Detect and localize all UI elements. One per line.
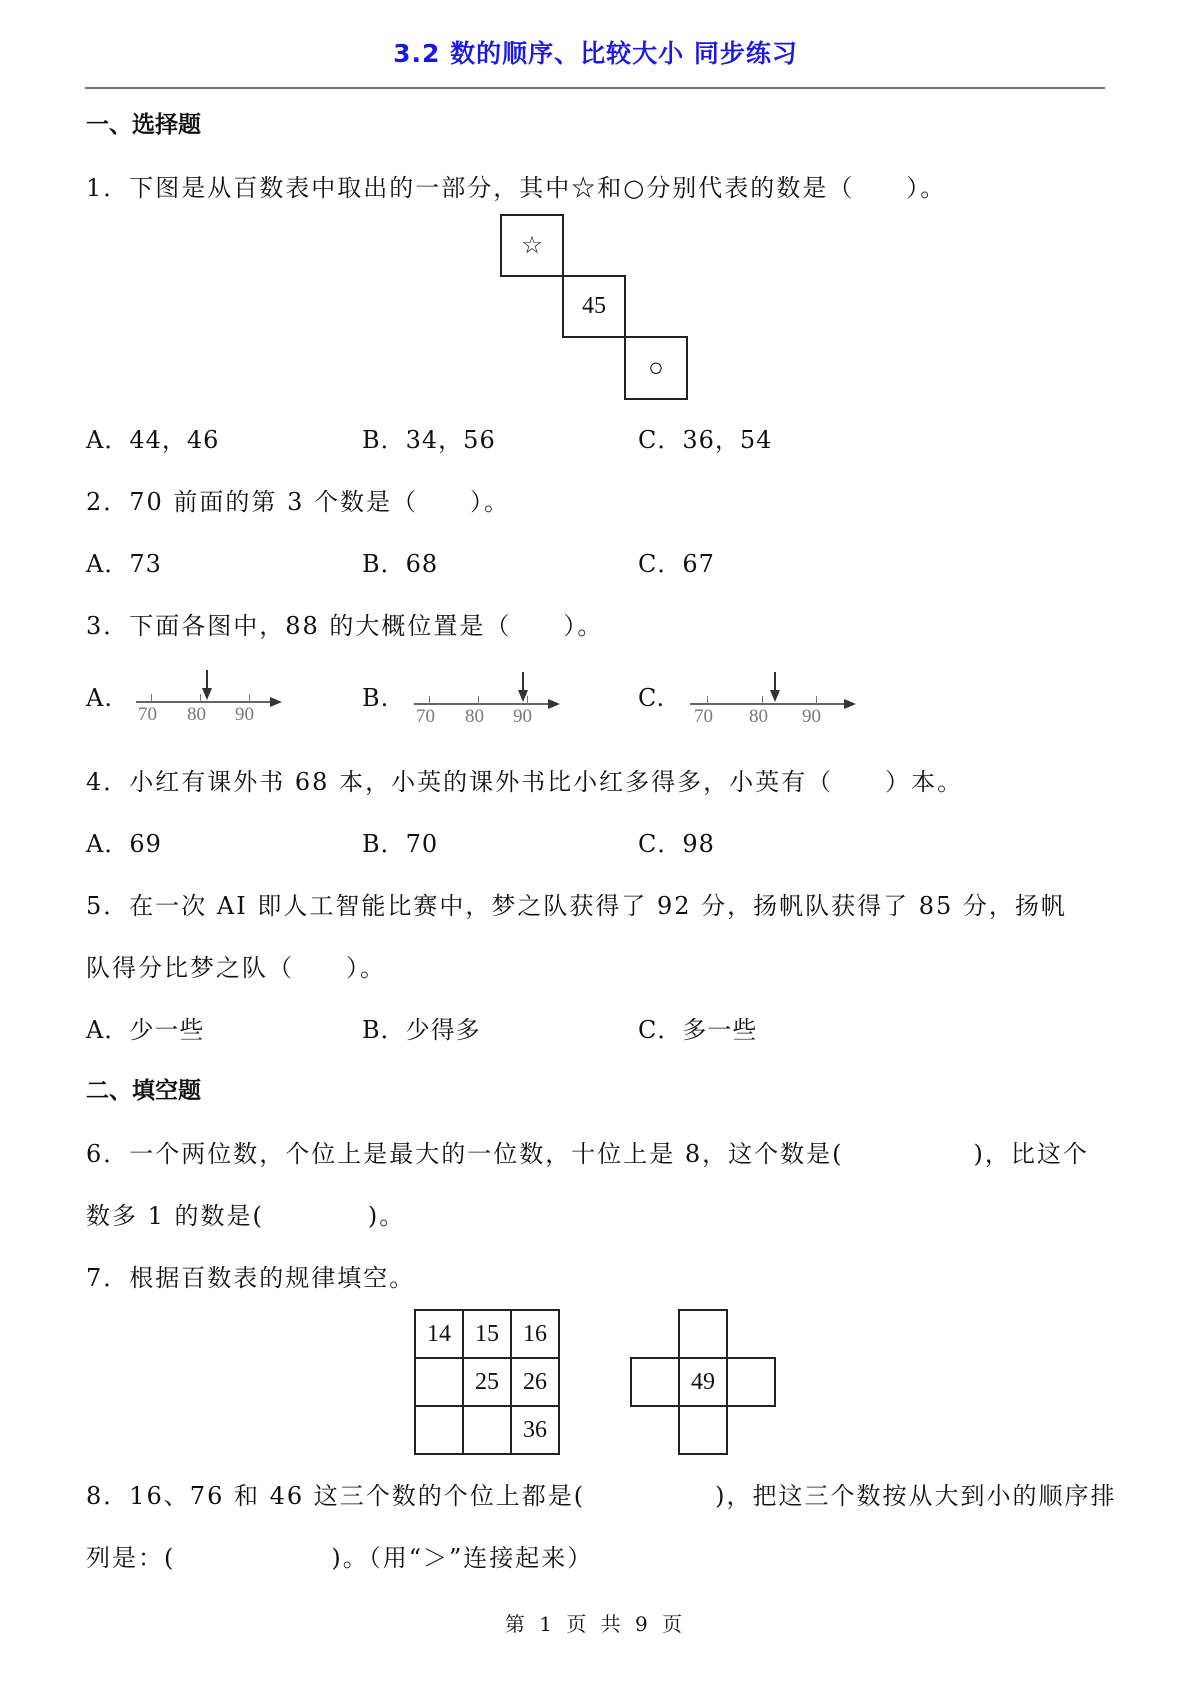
question-4-text: 4．小红有课外书 68 本，小英的课外书比小红多得多，小英有（ ）本。 bbox=[86, 768, 964, 796]
question-2-text: 2．70 前面的第 3 个数是（ ）。 bbox=[86, 488, 510, 516]
grid-cell-blank[interactable] bbox=[414, 1357, 464, 1407]
axis-arrow-icon bbox=[270, 697, 282, 707]
q3-option-c-label[interactable]: C. bbox=[638, 684, 666, 712]
q1-option-b[interactable]: B．34，56 bbox=[362, 426, 496, 454]
cross-cell-left[interactable] bbox=[630, 1357, 680, 1407]
circle-icon: ○ bbox=[648, 353, 664, 382]
question-5-text-line2: 队得分比梦之队（ ）。 bbox=[86, 954, 386, 982]
question-7-text: 7．根据百数表的规律填空。 bbox=[86, 1264, 416, 1292]
q3-option-c-number-line[interactable]: 70 80 90 bbox=[690, 672, 860, 732]
pointer-arrow-icon bbox=[202, 688, 212, 700]
question-6-text-line1: 6．一个两位数，个位上是最大的一位数，十位上是 8，这个数是( )，比这个 bbox=[86, 1140, 1089, 1168]
question-3-text: 3．下面各图中，88 的大概位置是（ ）。 bbox=[86, 612, 604, 640]
q3-option-b-number-line[interactable]: 70 80 90 bbox=[414, 672, 564, 732]
grid-cell: 25 bbox=[462, 1357, 512, 1407]
q4-option-c[interactable]: C．98 bbox=[638, 830, 715, 858]
grid-cell-blank[interactable] bbox=[462, 1405, 512, 1455]
question-8-text-line2: 列是：( )。（用“＞”连接起来） bbox=[86, 1544, 594, 1572]
question-5-text-line1: 5．在一次 AI 即人工智能比赛中，梦之队获得了 92 分，扬帆队获得了 85 分，扬帆 bbox=[86, 892, 1067, 920]
q2-option-c[interactable]: C．67 bbox=[638, 550, 715, 578]
star-cell bbox=[500, 214, 564, 277]
grid-cell: 16 bbox=[510, 1309, 560, 1359]
section-heading-fill-blank: 二、填空题 bbox=[86, 1078, 201, 1104]
question-6-text-line2: 数多 1 的数是( )。 bbox=[86, 1202, 406, 1230]
grid-cell: 36 bbox=[510, 1405, 560, 1455]
grid-cell: 15 bbox=[462, 1309, 512, 1359]
q3-option-a-number-line[interactable]: 70 80 90 bbox=[136, 670, 286, 730]
axis-arrow-icon bbox=[844, 699, 856, 709]
section-heading-choice: 一、选择题 bbox=[86, 112, 201, 138]
circle-cell bbox=[624, 336, 688, 400]
q5-option-c[interactable]: C．多一些 bbox=[638, 1016, 758, 1044]
cross-cell-bottom[interactable] bbox=[678, 1405, 728, 1455]
q4-option-a[interactable]: A．69 bbox=[86, 830, 162, 858]
q1-option-c[interactable]: C．36，54 bbox=[638, 426, 773, 454]
q2-option-b[interactable]: B．68 bbox=[362, 550, 439, 578]
cross-cell-top[interactable] bbox=[678, 1309, 728, 1359]
axis-arrow-icon bbox=[548, 699, 560, 709]
question-8-text-line1: 8．16、76 和 46 这三个数的个位上都是( )，把这三个数按从大到小的顺序排 bbox=[86, 1482, 1117, 1510]
center-cell-45: 45 bbox=[562, 275, 626, 338]
q3-option-b-label[interactable]: B. bbox=[362, 684, 390, 712]
star-icon: ☆ bbox=[521, 233, 543, 259]
question-1-text: 1．下图是从百数表中取出的一部分，其中☆和○分别代表的数是（ ）。 bbox=[86, 174, 947, 202]
page-number: 第 1 页 共 9 页 bbox=[504, 1612, 687, 1636]
grid-cell-blank[interactable] bbox=[414, 1405, 464, 1455]
q1-option-a[interactable]: A．44，46 bbox=[86, 426, 220, 454]
cross-cell-center: 49 bbox=[678, 1357, 728, 1407]
pointer-arrow-icon bbox=[770, 690, 780, 702]
q5-option-a[interactable]: A．少一些 bbox=[86, 1016, 205, 1044]
grid-cell: 26 bbox=[510, 1357, 560, 1407]
pointer-arrow-icon bbox=[518, 690, 528, 702]
q5-option-b[interactable]: B．少得多 bbox=[362, 1016, 481, 1044]
q3-option-a-label[interactable]: A. bbox=[86, 684, 113, 712]
grid-cell: 14 bbox=[414, 1309, 464, 1359]
title-divider bbox=[85, 87, 1105, 89]
q2-option-a[interactable]: A．73 bbox=[86, 550, 162, 578]
q4-option-b[interactable]: B．70 bbox=[362, 830, 439, 858]
cross-cell-right[interactable] bbox=[726, 1357, 776, 1407]
page-title: 3.2 数的顺序、比较大小 同步练习 bbox=[393, 39, 798, 68]
